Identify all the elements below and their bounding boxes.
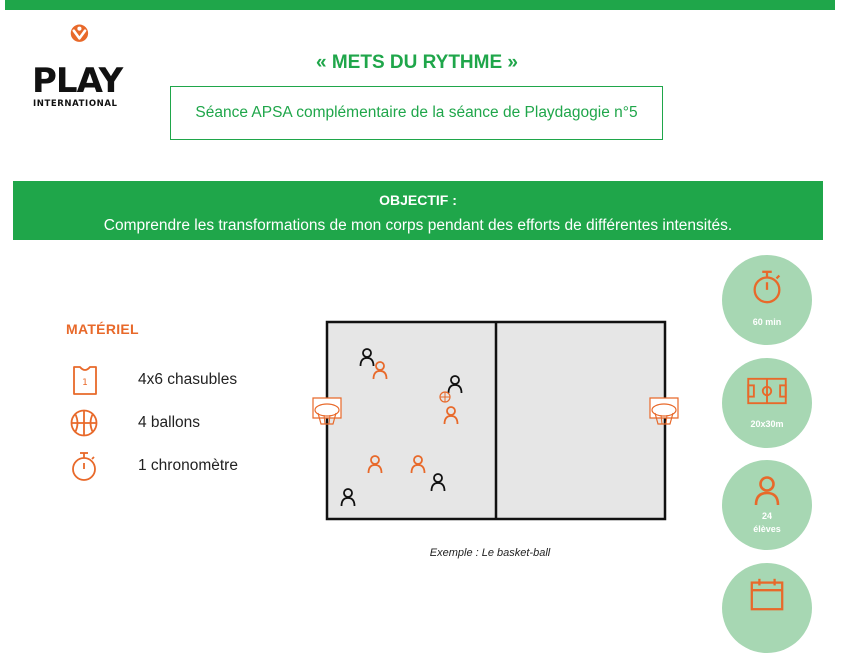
- material-item: [68, 406, 298, 440]
- person-icon: [750, 474, 784, 508]
- logo-wordmark: PLAY: [32, 61, 123, 101]
- page-title: « METS DU RYTHME »: [316, 52, 518, 73]
- materials-title: MATÉRIEL: [66, 321, 139, 337]
- stopwatch-icon: [68, 449, 102, 483]
- basketball-icon: [68, 406, 102, 440]
- session-subtitle-box: [170, 86, 663, 140]
- logo-subtitle: INTERNATIONAL: [33, 99, 118, 109]
- material-item: [68, 363, 298, 397]
- jersey-icon: [68, 363, 102, 397]
- students-count: 24: [761, 511, 772, 521]
- basketball-court-diagram: [310, 320, 685, 522]
- material-label: 1 chronomètre: [138, 457, 238, 474]
- material-label: 4x6 chasubles: [138, 371, 238, 388]
- students-badge: [722, 460, 812, 550]
- duration-badge: [722, 255, 812, 345]
- material-label: 4 ballons: [138, 414, 201, 431]
- jersey-number: 1: [82, 378, 88, 388]
- schedule-badge: [722, 563, 812, 653]
- duration-label: 60 min: [752, 317, 782, 327]
- court-ball: [440, 392, 450, 402]
- field-icon: [746, 376, 788, 406]
- top-green-bar: [5, 0, 835, 10]
- stopwatch-icon: [748, 268, 786, 306]
- calendar-icon: [748, 575, 786, 613]
- objective-label: OBJECTIF :: [379, 192, 457, 208]
- field-size-label: 20x30m: [750, 419, 784, 429]
- session-subtitle: Séance APSA complémentaire de la séance de Playdagogie n°5: [195, 104, 638, 121]
- field-size-badge: [722, 358, 812, 448]
- students-label: élèves: [753, 524, 781, 534]
- material-item: [68, 449, 298, 483]
- court-caption: Exemple : Le basket-ball: [429, 547, 551, 559]
- objective-banner: [13, 181, 823, 240]
- objective-text: Comprendre les transformations de mon corps pendant des efforts de différentes intensités.: [103, 217, 733, 234]
